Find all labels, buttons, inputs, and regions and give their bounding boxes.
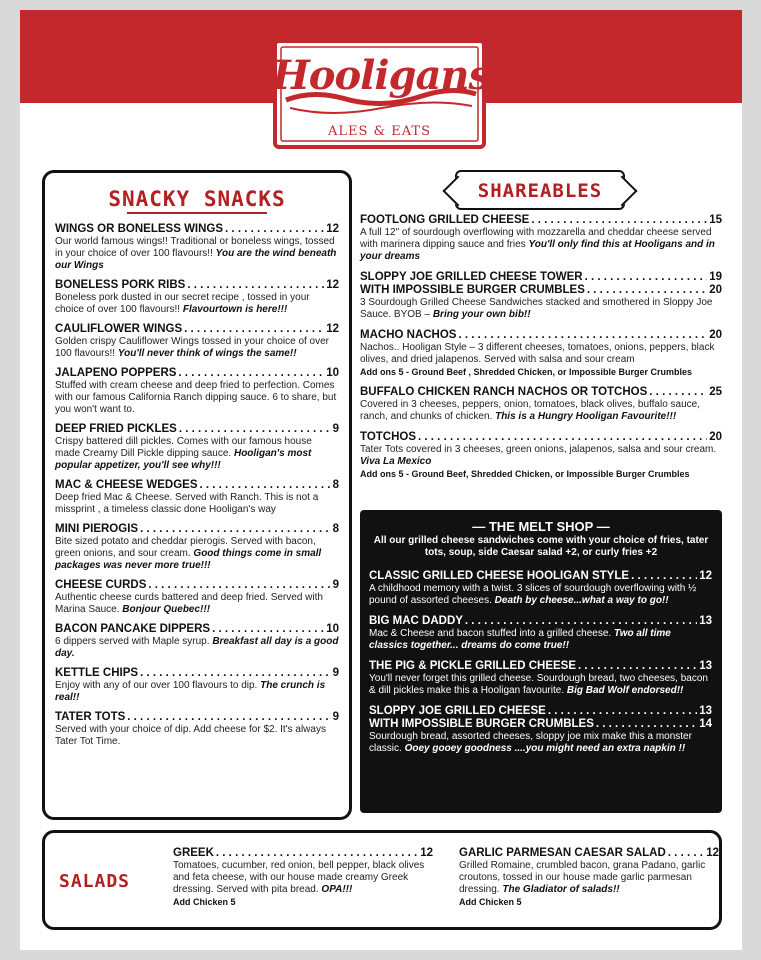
item-price: 19 xyxy=(709,271,722,283)
item-heading xyxy=(360,284,722,297)
menu-item xyxy=(360,214,722,263)
dot-leader xyxy=(596,718,697,731)
item-price: 14 xyxy=(699,718,712,730)
salad-column-left xyxy=(173,847,433,915)
item-tagline: Bonjour Quebec!!! xyxy=(122,604,211,615)
item-description xyxy=(173,860,433,896)
item-name: JALAPENO POPPERS xyxy=(55,367,177,379)
menu-item xyxy=(55,623,339,660)
item-tagline: Bring your own bib!! xyxy=(432,309,531,320)
item-tagline: Hooligan's most popular appetizer, you'll see why!!! xyxy=(55,448,312,471)
item-description xyxy=(55,724,339,748)
shareables-title-badge xyxy=(455,170,625,210)
item-tagline: OPA!!! xyxy=(321,884,353,895)
menu-item xyxy=(55,479,339,516)
melt-shop-list xyxy=(369,570,712,763)
item-name: CLASSIC GRILLED CHEESE HOOLIGAN STYLE xyxy=(369,570,630,582)
salad-item xyxy=(459,847,719,908)
dot-leader xyxy=(179,423,331,436)
item-description-text: A childhood memory with a twist. 3 slices of sourdough overflowing with ½ pound of assorted cheeses. xyxy=(369,583,697,606)
item-heading xyxy=(55,367,339,380)
dot-leader xyxy=(140,523,331,536)
item-description xyxy=(369,628,712,652)
menu-item xyxy=(55,667,339,704)
item-description xyxy=(369,731,712,755)
item-addons: Add ons 5 - Ground Beef , Shredded Chicken, or Impossible Burger Crumbles xyxy=(360,367,693,377)
menu-item xyxy=(369,660,712,697)
item-name: TATER TOTS xyxy=(55,711,126,723)
item-heading xyxy=(55,523,339,536)
item-description xyxy=(55,536,339,572)
item-price: 12 xyxy=(706,847,719,859)
item-price: 12 xyxy=(699,570,712,582)
item-description-text: Authentic cheese curds battered and deep fried. Served with Marina Sauce. xyxy=(55,592,323,615)
menu-item xyxy=(369,615,712,652)
menu-item xyxy=(55,579,339,616)
item-description xyxy=(55,292,339,316)
menu-item xyxy=(55,323,339,360)
item-heading xyxy=(55,423,339,436)
item-name: GARLIC PARMESAN CAESAR SALAD xyxy=(459,847,666,859)
item-heading xyxy=(55,479,339,492)
dot-leader xyxy=(184,323,324,336)
item-tagline: The crunch is real!! xyxy=(55,680,326,703)
item-description xyxy=(360,444,722,468)
dot-leader xyxy=(148,579,330,592)
item-heading xyxy=(55,223,339,236)
item-description-text: Tater Tots covered in 3 cheeses, green onions, jalapenos, salsa and sour cream. xyxy=(360,444,717,455)
item-tagline: The Gladiator of salads!! xyxy=(502,884,620,895)
item-description xyxy=(55,592,339,616)
item-price: 20 xyxy=(709,284,722,296)
item-tagline: You'll only find this at Hooligans and in your dreams xyxy=(360,239,715,262)
item-price: 20 xyxy=(709,329,722,341)
item-price: 9 xyxy=(332,423,339,435)
item-name: CAULIFLOWER WINGS xyxy=(55,323,183,335)
item-name: BACON PANCAKE DIPPERS xyxy=(55,623,211,635)
item-description-text: 6 dippers served with Maple syrup. xyxy=(55,636,210,647)
item-description xyxy=(459,860,719,896)
menu-item xyxy=(360,329,722,378)
melt-shop-panel xyxy=(360,510,722,813)
item-addons: Add ons 5 - Ground Beef, Shredded Chicken, or Impossible Burger Crumbles xyxy=(360,469,690,479)
item-price: 10 xyxy=(326,623,339,635)
dot-leader xyxy=(578,660,697,673)
salad-column-right xyxy=(459,847,719,915)
dot-leader xyxy=(668,847,704,860)
item-name: THE PIG & PICKLE GRILLED CHEESE xyxy=(369,660,577,672)
dot-leader xyxy=(178,367,324,380)
dot-leader xyxy=(200,479,331,492)
item-description xyxy=(55,436,339,472)
item-description-text: Covered in 3 cheeses, peppers, onion, tomatoes, black olives, buffalo sauce, ranch, and chunks of chicken. xyxy=(360,399,701,422)
item-price: 9 xyxy=(332,711,339,723)
dot-leader xyxy=(587,284,707,297)
dot-leader xyxy=(585,271,708,284)
salad-item xyxy=(173,847,433,908)
item-addons: Add Chicken 5 xyxy=(459,897,522,907)
item-description xyxy=(360,342,722,366)
item-addons: Add Chicken 5 xyxy=(173,897,236,907)
item-tagline: Big Bad Wolf endorsed!! xyxy=(566,685,684,696)
item-price: 13 xyxy=(699,615,712,627)
item-name: BUFFALO CHICKEN RANCH NACHOS OR TOTCHOS xyxy=(360,386,648,398)
melt-shop-intro: All our grilled cheese sandwiches come with your choice of fries, tater tots, soup, side Caesar salad +2, or curly fries +2 xyxy=(373,535,709,558)
item-description xyxy=(369,673,712,697)
item-description-text: Grilled Romaine, crumbled bacon, grana Padano, garlic croutons, tossed in our house made garlic parmesan dressing. xyxy=(459,860,706,895)
item-tagline: This is a Hungry Hooligan Favourite!!! xyxy=(495,411,677,422)
item-tagline: Ooey gooey goodness ....you might need an extra napkin !! xyxy=(404,743,686,754)
snacky-snacks-title: SNACKY SNACKS xyxy=(45,187,349,211)
item-description-text: Deep fried Mac & Cheese. Served with Ranch. This is not a missprint , a timeless classic done Hooligan's way xyxy=(55,492,319,515)
salads-panel xyxy=(42,830,722,930)
menu-page xyxy=(20,10,742,950)
dot-leader xyxy=(458,329,707,342)
item-price: 9 xyxy=(332,667,339,679)
item-heading xyxy=(369,570,712,583)
dot-leader xyxy=(187,279,324,292)
logo-tagline: ALES & EATS xyxy=(328,124,431,139)
item-name: SLOPPY JOE GRILLED CHEESE xyxy=(369,705,546,717)
item-price: 12 xyxy=(420,847,433,859)
dot-leader xyxy=(140,667,331,680)
item-heading xyxy=(369,615,712,628)
item-heading xyxy=(360,214,722,227)
menu-item xyxy=(55,367,339,416)
item-heading xyxy=(369,718,712,731)
item-heading xyxy=(55,623,339,636)
item-tagline: You'll never think of wings the same!! xyxy=(117,348,297,359)
item-name: BONELESS PORK RIBS xyxy=(55,279,186,291)
menu-item xyxy=(55,279,339,316)
item-name: WINGS OR BONELESS WINGS xyxy=(55,223,224,235)
item-heading xyxy=(459,847,719,860)
item-description xyxy=(55,380,339,416)
item-tagline: Good things come in small packages was never more true!!! xyxy=(55,548,322,571)
item-description xyxy=(360,297,722,321)
item-name: BIG MAC DADDY xyxy=(369,615,463,627)
menu-item xyxy=(360,431,722,480)
item-name: WITH IMPOSSIBLE BURGER CRUMBLES xyxy=(360,284,585,296)
item-price: 20 xyxy=(709,431,722,443)
shareables-title: SHAREABLES xyxy=(477,180,603,202)
item-name: KETTLE CHIPS xyxy=(55,667,139,679)
item-name: CHEESE CURDS xyxy=(55,579,147,591)
item-price: 15 xyxy=(709,214,722,226)
item-tagline: You are the wind beneath our Wings xyxy=(55,248,337,271)
menu-item xyxy=(360,271,722,321)
item-price: 9 xyxy=(332,579,339,591)
item-description-text: 3 Sourdough Grilled Cheese Sandwiches stacked and smothered in Sloppy Joe Sauce. BYOB – xyxy=(360,297,713,320)
item-price: 13 xyxy=(699,660,712,672)
item-description-text: Golden crispy Cauliflower Wings tossed in your choice of over 100 flavours!! xyxy=(55,336,330,359)
item-name: DEEP FRIED PICKLES xyxy=(55,423,177,435)
item-description xyxy=(55,336,339,360)
item-heading xyxy=(360,329,722,342)
item-description-text: Enjoy with any of our over 100 flavours to dip. xyxy=(55,680,258,691)
menu-item xyxy=(55,523,339,572)
logo-wordmark: Hooligans xyxy=(272,52,491,99)
item-heading xyxy=(360,386,722,399)
item-heading xyxy=(360,431,722,444)
menu-item xyxy=(55,223,339,272)
snacky-snacks-panel xyxy=(42,170,352,820)
item-description xyxy=(55,636,339,660)
item-name: SLOPPY JOE GRILLED CHEESE TOWER xyxy=(360,271,583,283)
item-description xyxy=(360,227,722,263)
item-description xyxy=(55,680,339,704)
item-description xyxy=(55,492,339,516)
shareables-list xyxy=(360,214,722,488)
item-price: 12 xyxy=(326,223,339,235)
item-tagline: Death by cheese...what a way to go!! xyxy=(494,595,669,606)
dot-leader xyxy=(418,431,707,444)
item-description-text: Nachos.. Hooligan Style – 3 different cheeses, tomatoes, onions, peppers, black olives, and dried jalapenos. Served with salsa and sour cream xyxy=(360,342,715,365)
dot-leader xyxy=(465,615,697,628)
dot-leader xyxy=(127,711,330,724)
item-heading xyxy=(55,323,339,336)
menu-item xyxy=(55,423,339,472)
item-price: 12 xyxy=(326,323,339,335)
menu-item xyxy=(369,705,712,755)
item-name: FOOTLONG GRILLED CHEESE xyxy=(360,214,530,226)
item-name: WITH IMPOSSIBLE BURGER CRUMBLES xyxy=(369,718,594,730)
item-name: MACHO NACHOS xyxy=(360,329,457,341)
item-tagline: Two all time classics together... dreams do come true!! xyxy=(369,628,671,651)
item-heading xyxy=(55,667,339,680)
item-price: 8 xyxy=(332,523,339,535)
item-heading xyxy=(173,847,433,860)
dot-leader xyxy=(548,705,697,718)
item-heading xyxy=(360,271,722,284)
item-description-text: Crispy battered dill pickles. Comes with our famous house made Creamy Dill Pickle dipping sauce. xyxy=(55,436,312,459)
item-description-text: Stuffed with cream cheese and deep fried to perfection. Comes with our famous California Ranch dipping sauce. 6 to share, but you won't want to. xyxy=(55,380,337,415)
item-name: TOTCHOS xyxy=(360,431,417,443)
melt-shop-title: — THE MELT SHOP — xyxy=(472,519,610,534)
item-price: 12 xyxy=(326,279,339,291)
item-description-text: A full 12" of sourdough overflowing with mozzarella and cheddar cheese served with marinera dipping sauce and fries xyxy=(360,227,712,250)
menu-item xyxy=(369,570,712,607)
salads-title: SALADS xyxy=(59,871,131,892)
item-tagline: Viva La Mexico xyxy=(360,456,432,467)
item-price: 25 xyxy=(709,386,722,398)
snacky-snacks-list xyxy=(55,223,339,755)
item-description-text: Boneless pork dusted in our secret recipe , tossed in your choice of over 100 flavours!! xyxy=(55,292,310,315)
hooligans-logo xyxy=(272,38,491,150)
menu-item xyxy=(360,386,722,423)
item-heading xyxy=(55,279,339,292)
item-description-text: Mac & Cheese and bacon stuffed into a grilled cheese. xyxy=(369,628,612,639)
item-description-text: You'll never forget this grilled cheese. Sourdough bread, two cheeses, bacon & dill pickles make this a Hooligan favourite. xyxy=(369,673,708,696)
dot-leader xyxy=(649,386,707,399)
menu-item xyxy=(55,711,339,748)
item-description xyxy=(55,236,339,272)
dot-leader xyxy=(216,847,418,860)
item-price: 10 xyxy=(326,367,339,379)
item-price: 8 xyxy=(332,479,339,491)
item-name: GREEK xyxy=(173,847,214,859)
item-description xyxy=(369,583,712,607)
item-description-text: Bite sized potato and cheddar pierogis. Served with bacon, green onions, and sour cream. xyxy=(55,536,316,559)
item-name: MAC & CHEESE WEDGES xyxy=(55,479,198,491)
item-description-text: Our world famous wings!! Traditional or boneless wings, tossed in your choice of over 100 flavours!! xyxy=(55,236,335,259)
item-price: 13 xyxy=(699,705,712,717)
item-description xyxy=(360,399,722,423)
dot-leader xyxy=(225,223,324,236)
item-heading xyxy=(369,705,712,718)
dot-leader xyxy=(531,214,707,227)
item-heading xyxy=(55,711,339,724)
item-tagline: Flavourtown is here!!! xyxy=(182,304,288,315)
item-heading xyxy=(55,579,339,592)
item-description-text: Tomatoes, cucumber, red onion, bell pepper, black olives and feta cheese, with our house made creamy Greek dressing. Served with pita bread. xyxy=(173,860,425,895)
dot-leader xyxy=(212,623,324,636)
item-name: MINI PIEROGIS xyxy=(55,523,139,535)
item-tagline: Breakfast all day is a good day. xyxy=(55,636,339,659)
item-description-text: Served with your choice of dip. Add cheese for $2. It's always Tater Tot Time. xyxy=(55,724,326,747)
item-description-text: Sourdough bread, assorted cheeses, sloppy joe mix make this a monster classic. xyxy=(369,731,692,754)
dot-leader xyxy=(631,570,697,583)
item-heading xyxy=(369,660,712,673)
